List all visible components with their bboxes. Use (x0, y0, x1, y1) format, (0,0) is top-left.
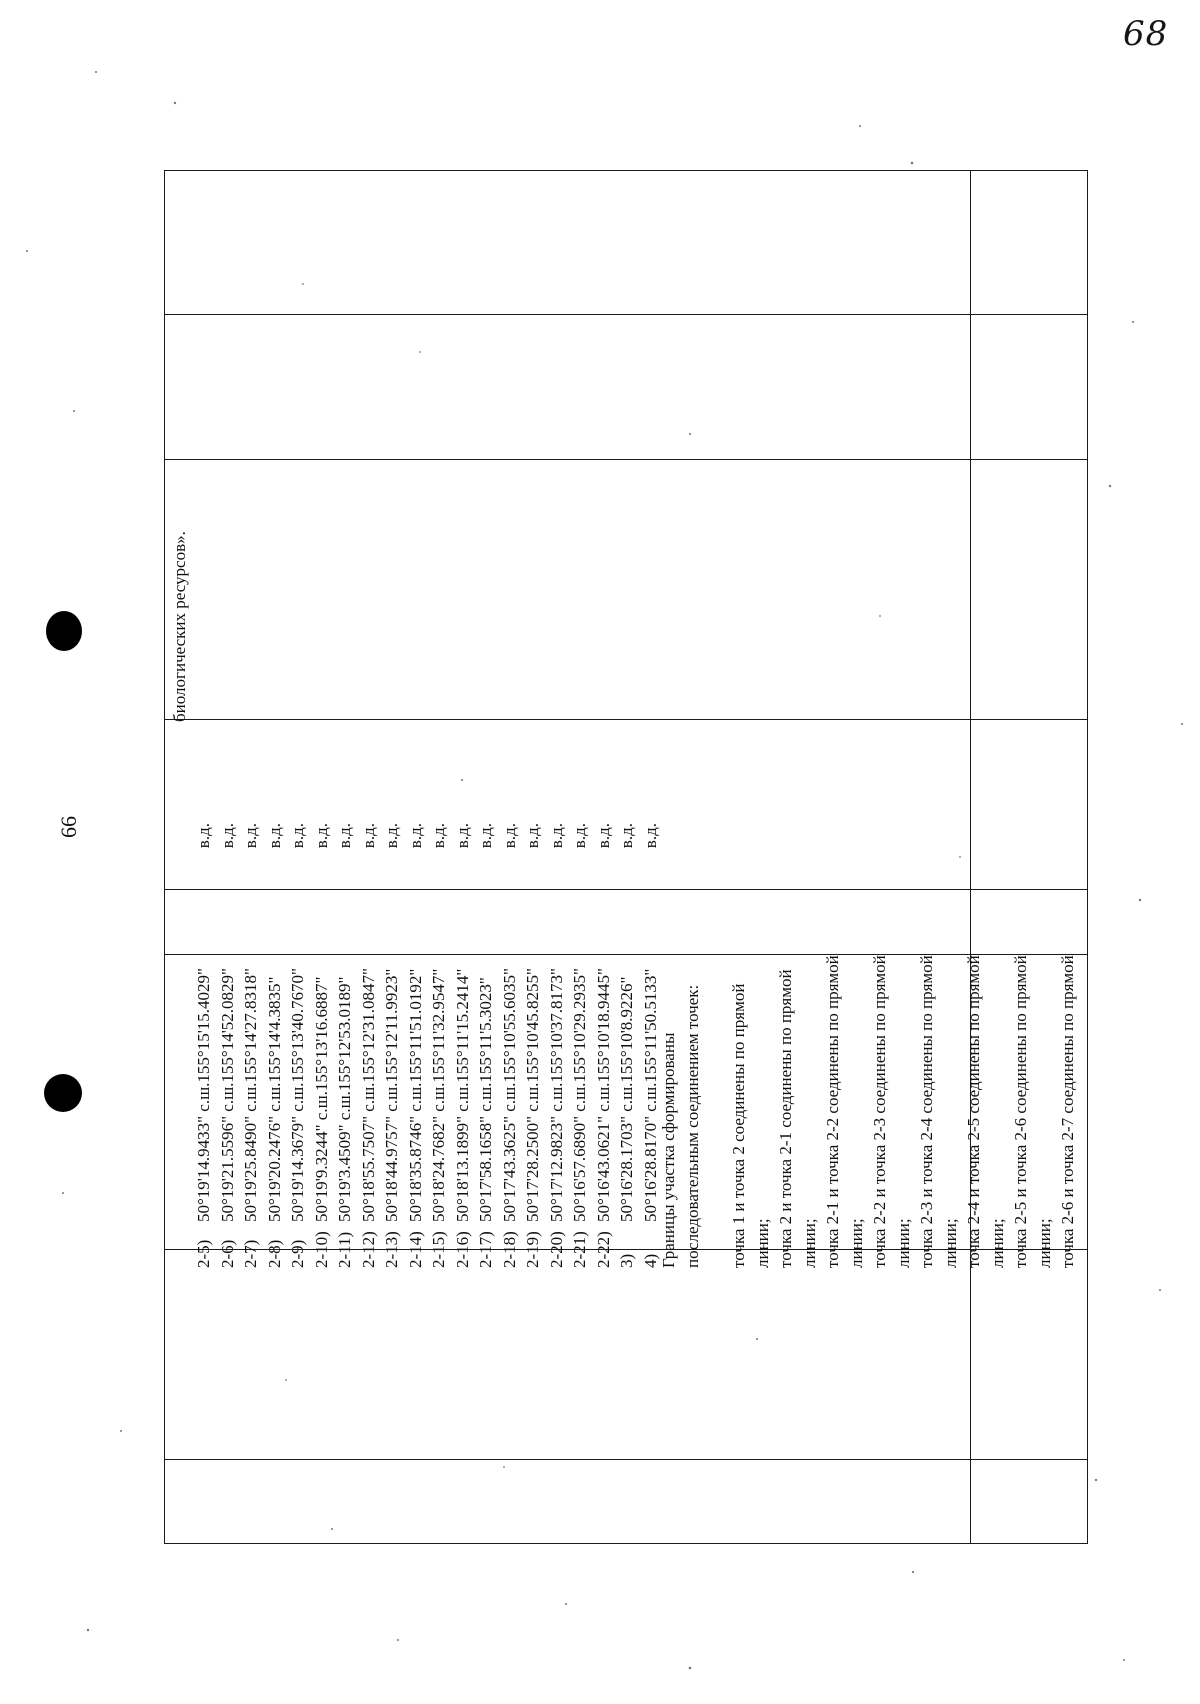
boundary-line: точка 2 и точка 2-1 соединены по прямой (776, 969, 795, 1268)
coordinate-value: 50°16'28.8170" с.ш.155°11'50.5133" (640, 968, 660, 1222)
coordinate-value: 50°19'9.3244" с.ш.155°13'16.6887" (311, 976, 331, 1222)
coordinate-label: 2-21) (570, 1231, 589, 1268)
coordinate-value: 50°16'43.0621" с.ш.155°10'18.9445" (593, 968, 613, 1222)
coordinate-row (474, 823, 498, 1268)
coordinate-row (239, 823, 263, 1268)
coordinate-value: 50°17'58.1658" с.ш.155°11'5.3023" (476, 977, 495, 1222)
coordinate-row (615, 823, 639, 1268)
boundary-line: линии; (846, 1218, 866, 1268)
coordinate-suffix: в.д. (264, 823, 284, 849)
coordinate-row (380, 823, 404, 1268)
boundaries-lines (727, 955, 1080, 1268)
coordinate-label: 4) (640, 1253, 660, 1268)
coordinate-label: 2-15) (429, 1231, 448, 1268)
boundary-line: точка 2-3 и точка 2-4 соединены по прямой (917, 955, 936, 1268)
table-column-divider (165, 314, 1087, 315)
coordinate-label: 2-5) (194, 1239, 213, 1268)
coordinate-suffix: в.д. (288, 823, 307, 849)
table-column-divider (165, 459, 1087, 460)
coordinate-value: 50°16'57.6890" с.ш.155°10'29.2935" (570, 968, 589, 1222)
coordinate-label: 2-13) (382, 1231, 401, 1268)
coordinate-label: 2-12) (358, 1231, 378, 1268)
boundary-line: точка 2-6 и точка 2-7 соединены по прямой (1058, 955, 1077, 1268)
boundaries-intro-line: последовательным соединением точек: (682, 984, 702, 1268)
coordinate-label: 2-8) (264, 1239, 284, 1268)
table-row-divider (970, 171, 971, 1543)
purpose-cell-text: биологических ресурсов». (170, 531, 189, 722)
coordinate-label: 3) (617, 1253, 636, 1268)
coordinate-suffix: в.д. (546, 823, 566, 849)
coordinate-value: 50°19'20.2476" с.ш.155°14'4.3835" (264, 976, 284, 1222)
boundary-line: линии; (893, 1218, 913, 1268)
coordinate-suffix: в.д. (593, 823, 613, 849)
coordinate-suffix: в.д. (335, 823, 354, 849)
boundaries-description (657, 955, 1080, 1268)
coordinate-value: 50°18'44.9757" с.ш.155°12'11.9923" (382, 968, 401, 1222)
coordinates-list (192, 823, 662, 1268)
coordinate-suffix: в.д. (452, 823, 472, 849)
coordinate-label: 2-22) (593, 1231, 613, 1268)
coordinate-label: 2-20) (546, 1231, 566, 1268)
coordinate-suffix: в.д. (217, 823, 237, 849)
boundary-line: линии; (940, 1218, 960, 1268)
coordinate-label: 2-7) (241, 1239, 260, 1268)
coordinate-value: 50°18'35.8746" с.ш.155°11'51.0192" (405, 968, 425, 1222)
punch-hole-lower (44, 1074, 82, 1112)
coordinate-suffix: в.д. (358, 823, 378, 849)
boundary-line: линии; (799, 1218, 819, 1268)
punch-hole-upper (46, 611, 82, 651)
coordinate-row (451, 823, 475, 1268)
coordinate-label: 2-6) (217, 1239, 237, 1268)
boundary-line: точка 2-2 и точка 2-3 соединены по прямой (870, 955, 889, 1268)
coordinate-row (568, 823, 592, 1268)
coordinate-row (545, 823, 569, 1268)
boundary-line: линии; (752, 1218, 772, 1268)
boundary-line: точка 2-5 и точка 2-6 соединены по прямой (1011, 955, 1030, 1268)
coordinate-label: 2-18) (499, 1231, 519, 1268)
coordinate-suffix: в.д. (429, 823, 448, 849)
coordinate-value: 50°17'43.3625" с.ш.155°10'55.6035" (499, 968, 519, 1222)
coordinate-value: 50°18'13.1899" с.ш.155°11'15.2414" (452, 968, 472, 1222)
coordinate-suffix: в.д. (640, 823, 660, 849)
coordinate-suffix: в.д. (523, 823, 542, 849)
coordinate-label: 2-14) (405, 1231, 425, 1268)
coordinate-row (192, 823, 216, 1268)
coordinate-value: 50°18'55.7507" с.ш.155°12'31.0847" (358, 968, 378, 1222)
coordinate-row (286, 823, 310, 1268)
boundary-line: точка 2-1 и точка 2-2 соединены по прямой (823, 955, 842, 1268)
coordinate-row (404, 823, 428, 1268)
coordinate-label: 2-17) (476, 1231, 495, 1268)
coordinate-row (333, 823, 357, 1268)
table-column-divider (165, 719, 1087, 720)
coordinate-label: 2-19) (523, 1231, 542, 1268)
coordinate-value: 50°17'28.2500" с.ш.155°10'45.8255" (523, 968, 542, 1222)
coordinate-suffix: в.д. (617, 823, 636, 849)
coordinate-value: 50°19'25.8490" с.ш.155°14'27.8318" (241, 968, 260, 1222)
coordinate-row (592, 823, 616, 1268)
coordinate-label: 2-10) (311, 1231, 331, 1268)
handwritten-page-number: 68 (1123, 14, 1169, 54)
coordinate-value: 50°19'3.4509" с.ш.155°12'53.0189" (335, 976, 354, 1222)
coordinate-value: 50°16'28.1703" с.ш.155°10'8.9226" (617, 976, 636, 1222)
boundary-line: точка 2-4 и точка 2-5 соединены по прямой (964, 955, 983, 1268)
coordinate-row (427, 823, 451, 1268)
printed-page-number: 66 (56, 816, 81, 838)
coordinate-label: 2-9) (288, 1239, 307, 1268)
boundary-line: линии; (1034, 1218, 1054, 1268)
coordinate-suffix: в.д. (241, 823, 260, 849)
boundary-line: линии; (987, 1218, 1007, 1268)
coordinate-value: 50°19'14.3679" с.ш.155°13'40.7670" (288, 968, 307, 1222)
coordinate-label: 2-16) (452, 1231, 472, 1268)
coordinate-suffix: в.д. (311, 823, 331, 849)
coordinate-row (521, 823, 545, 1268)
coordinate-row (263, 823, 287, 1268)
coordinate-row (310, 823, 334, 1268)
coordinate-suffix: в.д. (382, 823, 401, 849)
coordinate-value: 50°18'24.7682" с.ш.155°11'32.9547" (429, 968, 448, 1222)
coordinate-value: 50°19'14.9433" с.ш.155°15'15.4029" (194, 968, 213, 1222)
coordinate-row (498, 823, 522, 1268)
coordinate-value: 50°19'21.5596" с.ш.155°14'52.0829" (217, 968, 237, 1222)
table-column-divider (165, 1459, 1087, 1460)
coordinate-suffix: в.д. (476, 823, 495, 849)
coordinate-row (216, 823, 240, 1268)
coordinate-suffix: в.д. (570, 823, 589, 849)
coordinate-value: 50°17'12.9823" с.ш.155°10'37.8173" (546, 968, 566, 1222)
coordinate-suffix: в.д. (499, 823, 519, 849)
coordinate-row (357, 823, 381, 1268)
boundary-line: точка 1 и точка 2 соединены по прямой (729, 983, 748, 1268)
coordinate-suffix: в.д. (405, 823, 425, 849)
boundaries-intro-line: Границы участка сформированы (659, 1032, 678, 1268)
coordinate-suffix: в.д. (194, 823, 213, 849)
coordinate-label: 2-11) (335, 1231, 354, 1268)
